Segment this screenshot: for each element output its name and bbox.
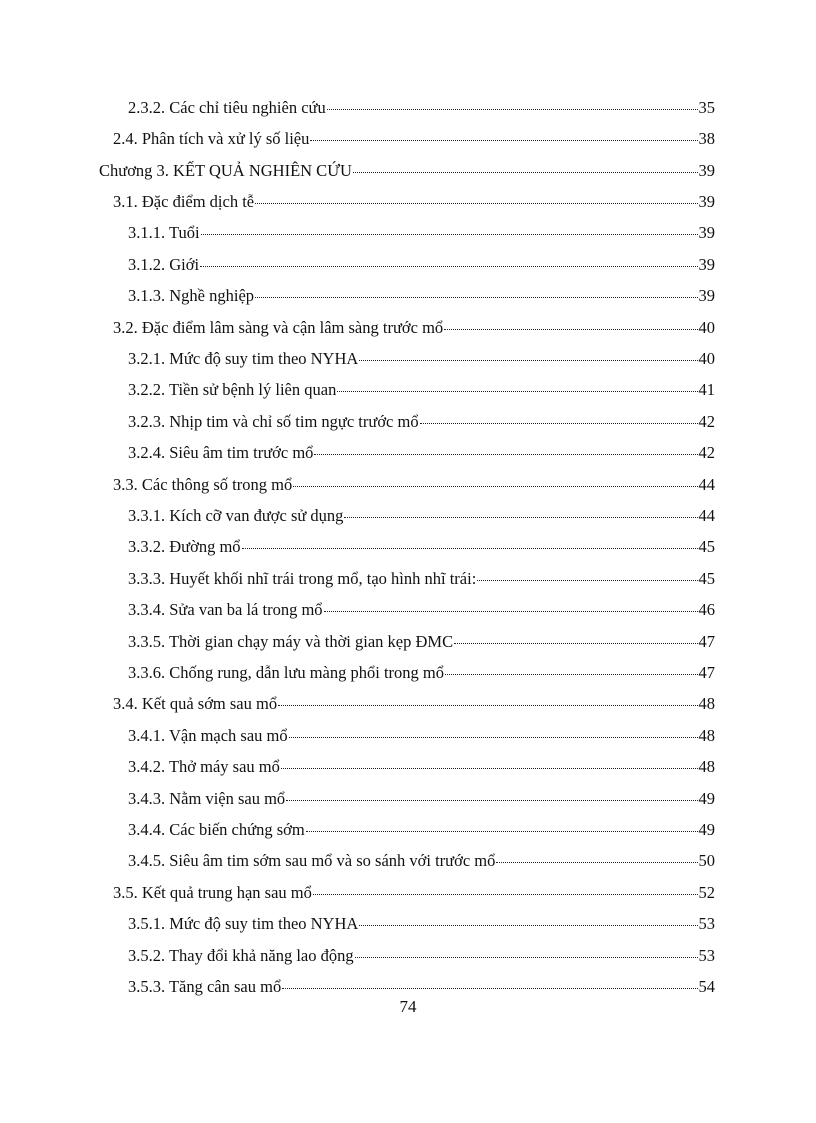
toc-entry-title: 3.4.4. Các biến chứng sớm [128, 820, 305, 840]
table-of-contents [0, 92, 816, 1003]
toc-dot-leader [286, 800, 697, 801]
toc-entry-title: 3.2.2. Tiền sử bệnh lý liên quan [128, 380, 337, 400]
toc-dot-leader [255, 203, 697, 204]
toc-dot-leader [454, 643, 697, 644]
toc-entry-title: 3.2.4. Siêu âm tim trước mổ [128, 443, 314, 463]
toc-entry[interactable] [0, 563, 816, 594]
toc-entry-title: 3.5. Kết quả trung hạn sau mổ [113, 882, 312, 902]
toc-entry-title: 3.3.5. Thời gian chạy máy và thời gian kẹp ĐMC [128, 631, 454, 651]
toc-entry[interactable] [0, 689, 816, 720]
toc-entry-line [128, 569, 816, 589]
toc-entry-line [128, 286, 816, 306]
toc-entry-page: 40 [698, 348, 715, 368]
toc-dot-leader [278, 705, 697, 706]
toc-entry[interactable] [0, 343, 816, 374]
toc-entry[interactable] [0, 249, 816, 280]
toc-entry[interactable] [0, 437, 816, 468]
toc-entry[interactable] [0, 532, 816, 563]
toc-entry-page: 45 [698, 537, 715, 557]
toc-dot-leader [310, 140, 697, 141]
toc-entry-line [128, 349, 816, 369]
toc-entry-title: 3.3.4. Sửa van ba lá trong mổ [128, 600, 323, 620]
toc-entry-page: 42 [698, 443, 715, 463]
toc-dot-leader [327, 109, 698, 110]
toc-entry-line [128, 789, 816, 809]
toc-entry-line [128, 255, 816, 275]
toc-entry-line [128, 223, 816, 243]
toc-entry-title: 3.2.3. Nhịp tim và chỉ số tim ngực trước mổ [128, 411, 419, 431]
toc-entry-title: 3.5.3. Tăng cân sau mổ [128, 977, 282, 997]
toc-entry-page: 38 [698, 129, 715, 149]
toc-entry[interactable] [0, 626, 816, 657]
toc-entry-page: 39 [698, 223, 715, 243]
toc-entry-page: 52 [698, 882, 715, 902]
toc-entry-page: 54 [698, 977, 715, 997]
toc-entry-line [128, 537, 816, 557]
toc-entry-line [128, 412, 816, 432]
toc-entry[interactable] [0, 92, 816, 123]
toc-entry-title: 3.1.1. Tuổi [128, 223, 200, 243]
toc-entry[interactable] [0, 595, 816, 626]
toc-entry-line [128, 506, 816, 526]
toc-entry-title: 3.3.3. Huyết khối nhĩ trái trong mổ, tạo hình nhĩ trái: [128, 568, 477, 588]
toc-entry[interactable] [0, 155, 816, 186]
toc-entry-page: 44 [698, 474, 715, 494]
toc-dot-leader [289, 737, 698, 738]
toc-entry-title: 2.3.2. Các chỉ tiêu nghiên cứu [128, 97, 326, 117]
toc-dot-leader [281, 768, 698, 769]
toc-entry-line [128, 757, 816, 777]
toc-entry[interactable] [0, 783, 816, 814]
toc-entry-line [128, 98, 816, 118]
toc-dot-leader [282, 988, 697, 989]
toc-entry-line [113, 883, 816, 903]
toc-entry[interactable] [0, 752, 816, 783]
toc-entry-line [128, 726, 816, 746]
toc-entry[interactable] [0, 469, 816, 500]
toc-dot-leader [359, 925, 697, 926]
toc-dot-leader [255, 297, 697, 298]
toc-entry[interactable] [0, 375, 816, 406]
toc-entry-line [128, 443, 816, 463]
toc-entry-page: 41 [698, 380, 715, 400]
toc-entry[interactable] [0, 877, 816, 908]
toc-dot-leader [201, 234, 698, 235]
toc-dot-leader [420, 423, 698, 424]
toc-dot-leader [359, 360, 697, 361]
toc-entry-line [128, 946, 816, 966]
toc-entry-line [128, 380, 816, 400]
toc-entry[interactable] [0, 814, 816, 845]
toc-entry-title: 3.1. Đặc điểm dịch tễ [113, 191, 255, 211]
toc-dot-leader [353, 172, 698, 173]
toc-entry-page: 53 [698, 945, 715, 965]
toc-entry-line [113, 129, 816, 149]
toc-entry-title: 3.3.2. Đường mổ [128, 537, 241, 557]
toc-entry-line [128, 820, 816, 840]
toc-entry-page: 42 [698, 411, 715, 431]
toc-entry[interactable] [0, 720, 816, 751]
toc-dot-leader [324, 611, 698, 612]
toc-dot-leader [293, 486, 697, 487]
toc-dot-leader [337, 391, 697, 392]
toc-entry-title: 3.5.1. Mức độ suy tim theo NYHA [128, 914, 359, 934]
toc-entry-page: 44 [698, 505, 715, 525]
toc-entry-page: 39 [698, 160, 715, 180]
toc-entry[interactable] [0, 218, 816, 249]
toc-dot-leader [355, 957, 698, 958]
toc-entry-page: 53 [698, 914, 715, 934]
toc-entry[interactable] [0, 186, 816, 217]
toc-entry-page: 46 [698, 600, 715, 620]
toc-entry[interactable] [0, 940, 816, 971]
toc-entry-title: 3.4.2. Thở máy sau mổ [128, 757, 280, 777]
toc-entry-line [128, 977, 816, 997]
toc-entry-page: 50 [698, 851, 715, 871]
toc-entry-title: 3.5.2. Thay đổi khả năng lao động [128, 945, 354, 965]
toc-entry[interactable] [0, 312, 816, 343]
toc-entry-page: 39 [698, 286, 715, 306]
toc-entry[interactable] [0, 280, 816, 311]
toc-entry-line [128, 851, 816, 871]
toc-entry-line [99, 161, 816, 181]
toc-entry[interactable] [0, 657, 816, 688]
toc-entry-page: 35 [698, 97, 715, 117]
toc-dot-leader [306, 831, 698, 832]
toc-entry-title: 3.4. Kết quả sớm sau mổ [113, 694, 278, 714]
toc-entry-title: 3.2. Đặc điểm lâm sàng và cận lâm sàng trước mổ [113, 317, 444, 337]
toc-dot-leader [200, 266, 697, 267]
toc-entry-line [113, 192, 816, 212]
toc-entry-title: 3.4.3. Nằm viện sau mổ [128, 788, 286, 808]
toc-entry-line [113, 318, 816, 338]
toc-entry[interactable] [0, 123, 816, 154]
toc-dot-leader [314, 454, 697, 455]
toc-entry-page: 39 [698, 191, 715, 211]
toc-entry-title: 2.4. Phân tích và xử lý số liệu [113, 129, 310, 149]
toc-dot-leader [444, 329, 697, 330]
toc-entry-title: 3.3. Các thông số trong mổ [113, 474, 293, 494]
toc-entry-title: 3.3.1. Kích cỡ van được sử dụng [128, 505, 344, 525]
toc-entry-page: 47 [698, 663, 715, 683]
page-number: 74 [399, 997, 417, 1016]
toc-entry-line [128, 663, 816, 683]
toc-entry-title: 3.3.6. Chống rung, dẫn lưu màng phổi trong mổ [128, 663, 445, 683]
toc-dot-leader [242, 548, 698, 549]
toc-dot-leader [445, 674, 697, 675]
toc-entry[interactable] [0, 406, 816, 437]
toc-entry-title: Chương 3. KẾT QUẢ NGHIÊN CỨU [99, 160, 352, 180]
toc-entry-page: 48 [698, 725, 715, 745]
toc-entry-title: 3.1.3. Nghề nghiệp [128, 286, 255, 306]
toc-entry-page: 48 [698, 694, 715, 714]
toc-entry-title: 3.4.5. Siêu âm tim sớm sau mổ và so sánh với trước mổ [128, 851, 496, 871]
toc-entry-page: 40 [698, 317, 715, 337]
toc-entry-line [113, 475, 816, 495]
toc-dot-leader [313, 894, 698, 895]
toc-entry-line [128, 914, 816, 934]
toc-dot-leader [344, 517, 697, 518]
toc-entry-line [128, 600, 816, 620]
toc-entry-page: 49 [698, 820, 715, 840]
toc-entry-title: 3.4.1. Vận mạch sau mổ [128, 725, 288, 745]
toc-dot-leader [477, 580, 697, 581]
toc-entry[interactable] [0, 500, 816, 531]
toc-entry-line [113, 694, 816, 714]
toc-entry-line [128, 632, 816, 652]
toc-entry-page: 49 [698, 788, 715, 808]
toc-entry-title: 3.1.2. Giới [128, 254, 200, 274]
toc-entry-page: 47 [698, 631, 715, 651]
toc-entry-page: 45 [698, 568, 715, 588]
toc-entry[interactable] [0, 909, 816, 940]
toc-dot-leader [496, 862, 697, 863]
toc-entry-page: 39 [698, 254, 715, 274]
toc-entry-title: 3.2.1. Mức độ suy tim theo NYHA [128, 348, 359, 368]
toc-entry[interactable] [0, 846, 816, 877]
toc-entry-page: 48 [698, 757, 715, 777]
